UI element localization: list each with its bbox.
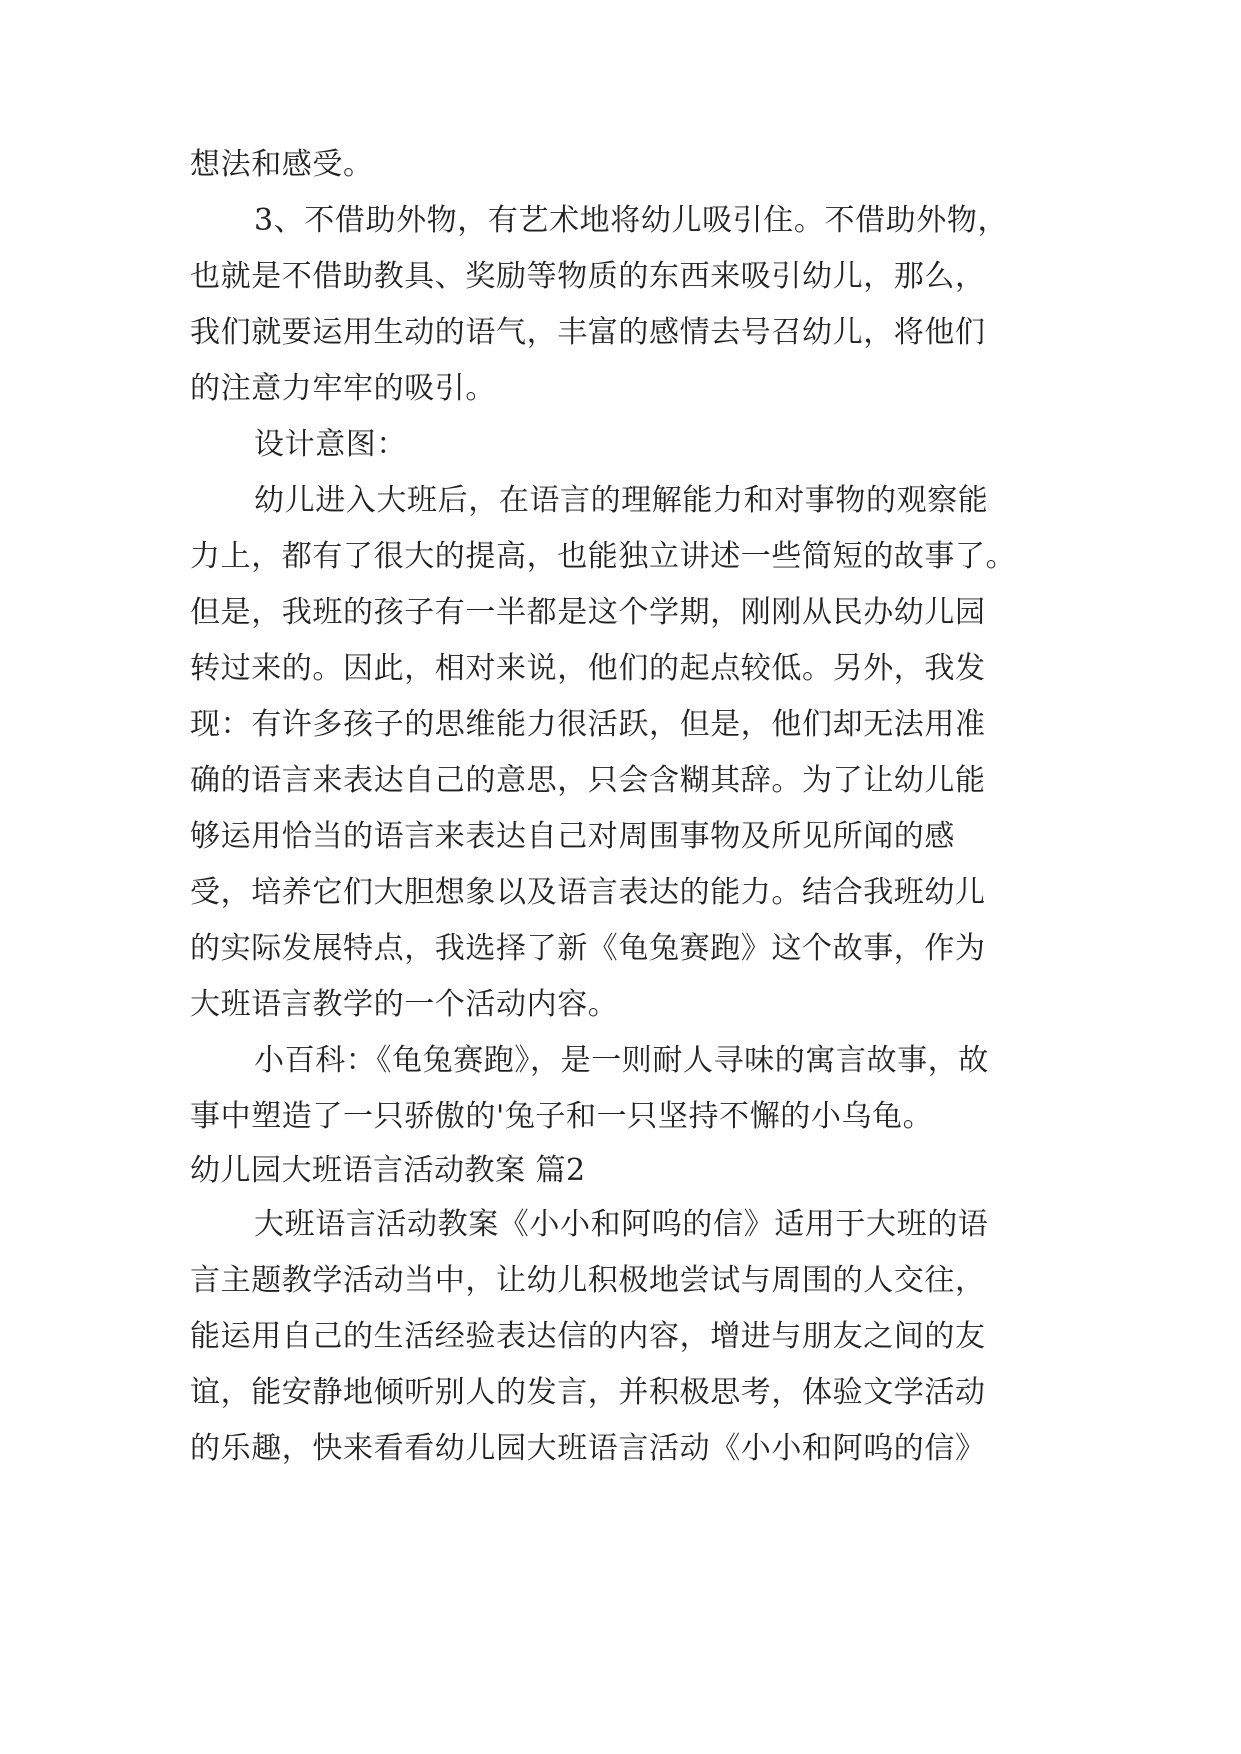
text-line: 确的语言来表达自己的意思，只会含糊其辞。为了让幼儿能 — [190, 763, 986, 798]
section-label: 设计意图： — [254, 427, 407, 462]
text-line: 但是，我班的孩子有一半都是这个学期，刚刚从民办幼儿园 — [190, 595, 986, 630]
text-line: 现：有许多孩子的思维能力很活跃，但是，他们却无法用准 — [190, 707, 986, 742]
text-line: 3、不借助外物，有艺术地将幼儿吸引住。不借助外物， — [254, 203, 1009, 238]
text-line: 的实际发展特点，我选择了新《龟兔赛跑》这个故事，作为 — [190, 931, 986, 966]
text-line: 想法和感受。 — [190, 147, 374, 182]
text-line: 我们就要运用生动的语气，丰富的感情去号召幼儿，将他们 — [190, 315, 986, 350]
text-line: 的注意力牢牢的吸引。 — [190, 371, 496, 406]
text-line: 言主题教学活动当中，让幼儿积极地尝试与周围的人交往， — [190, 1263, 986, 1298]
text-line: 的乐趣，快来看看幼儿园大班语言活动《小小和阿呜的信》 — [190, 1431, 986, 1466]
section-heading: 幼儿园大班语言活动教案 篇2 — [190, 1153, 586, 1188]
text-line: 够运用恰当的语言来表达自己对周围事物及所见所闻的感 — [190, 819, 955, 854]
text-line: 幼儿进入大班后，在语言的理解能力和对事物的观察能 — [254, 483, 989, 518]
text-line: 大班语言教学的一个活动内容。 — [190, 987, 619, 1022]
text-line: 转过来的。因此，相对来说，他们的起点较低。另外，我发 — [190, 651, 986, 686]
text-line: 力上，都有了很大的提高，也能独立讲述一些简短的故事了。 — [190, 539, 1017, 574]
text-line: 也就是不借助教具、奖励等物质的东西来吸引幼儿，那么， — [190, 259, 986, 294]
text-line: 受，培养它们大胆想象以及语言表达的能力。结合我班幼儿 — [190, 875, 986, 910]
text-line: 小百科：《龟兔赛跑》，是一则耐人寻味的寓言故事，故 — [254, 1043, 989, 1078]
text-line: 谊，能安静地倾听别人的发言，并积极思考，体验文学活动 — [190, 1375, 986, 1410]
text-line: 事中塑造了一只骄傲的'兔子和一只坚持不懈的小乌龟。 — [190, 1099, 934, 1134]
text-line: 大班语言活动教案《小小和阿呜的信》适用于大班的语 — [254, 1207, 989, 1242]
text-line: 能运用自己的生活经验表达信的内容，增进与朋友之间的友 — [190, 1319, 986, 1354]
